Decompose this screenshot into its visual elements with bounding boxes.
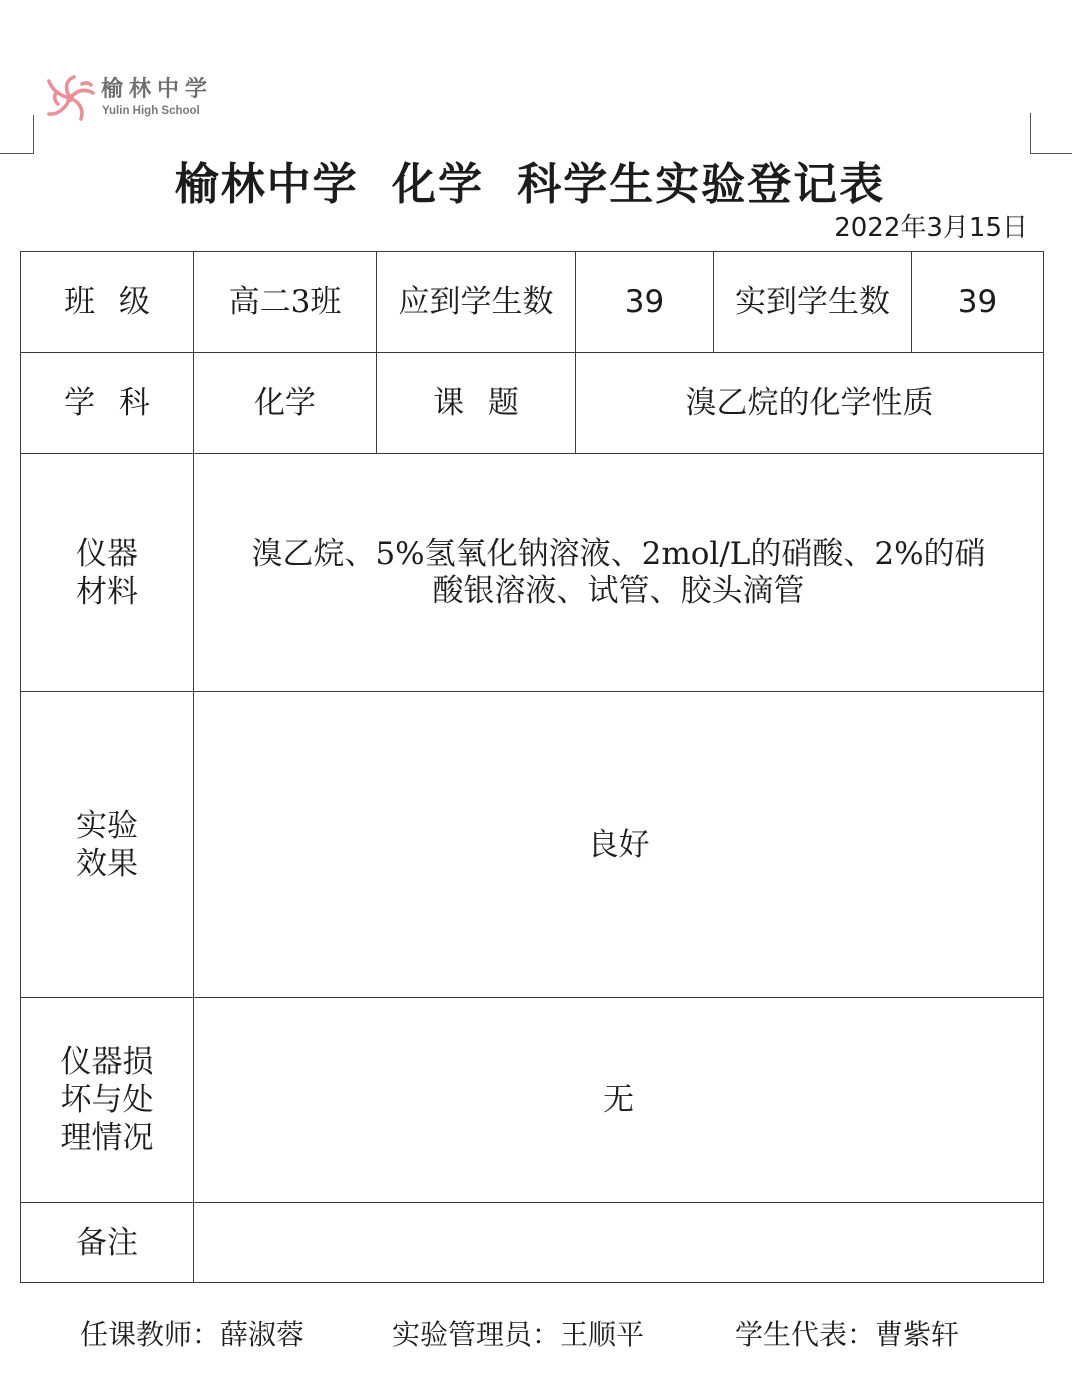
actual-students-value: 39 — [912, 252, 1044, 353]
table-row-result — [21, 692, 1044, 998]
expected-students-value: 39 — [576, 252, 714, 353]
logo-school-name: 榆林中学 — [101, 77, 214, 102]
equipment-label — [21, 454, 194, 692]
equipment-label-line: 仪器 — [76, 535, 138, 572]
damage-value: 无 — [194, 998, 1044, 1203]
school-logo — [44, 72, 234, 124]
table-row-equipment — [21, 454, 1044, 692]
footer-teacher: 任课教师：薛淑蓉 — [80, 1318, 305, 1351]
damage-label — [21, 998, 194, 1203]
remarks-label: 备注 — [21, 1203, 194, 1283]
page-title: 榆林中学 化学 科学生实验登记表 — [174, 159, 886, 210]
crop-mark-top-right-horizontal — [1030, 153, 1072, 154]
expected-students-label: 应到学生数 — [377, 252, 576, 353]
subject-value: 化学 — [194, 353, 377, 454]
result-label-line: 实验 — [76, 807, 138, 844]
class-value: 高二3班 — [194, 252, 377, 353]
damage-label-line: 坏与处 — [60, 1082, 154, 1118]
crop-mark-top-right-vertical — [1030, 113, 1031, 154]
equipment-label-line: 材料 — [76, 573, 138, 610]
result-value: 良好 — [194, 692, 1044, 998]
table-row-subject — [21, 353, 1044, 454]
equipment-value-line: 溴乙烷、5%氢氧化钠溶液、2mol/L的硝酸、2%的硝 — [251, 535, 986, 572]
footer-student-rep: 学生代表：曹紫轩 — [735, 1318, 960, 1351]
table-row-class-info — [21, 252, 1044, 353]
crop-mark-top-left-horizontal — [0, 153, 34, 154]
equipment-value-line: 酸银溶液、试管、胶头滴管 — [432, 572, 805, 609]
damage-label-line: 仪器损 — [60, 1044, 154, 1080]
actual-students-label: 实到学生数 — [714, 252, 912, 353]
form-date: 2022年3月15日 — [834, 213, 1028, 243]
topic-label: 课 题 — [377, 353, 576, 454]
table-row-remarks — [21, 1203, 1044, 1283]
logo-school-subtitle: Yulin High School — [102, 105, 200, 117]
equipment-value — [194, 454, 1044, 692]
registration-table — [20, 251, 1044, 1283]
table-row-damage — [21, 998, 1044, 1203]
crop-mark-top-left-vertical — [33, 115, 34, 154]
class-label: 班 级 — [21, 252, 194, 353]
subject-label: 学 科 — [21, 353, 194, 454]
topic-value: 溴乙烷的化学性质 — [576, 353, 1044, 454]
flower-logo-icon — [44, 74, 96, 122]
result-label-line: 效果 — [76, 845, 138, 882]
remarks-value — [194, 1203, 1044, 1283]
footer-lab-manager: 实验管理员：王顺平 — [392, 1318, 645, 1351]
result-label — [21, 692, 194, 998]
damage-label-line: 理情况 — [60, 1120, 154, 1156]
